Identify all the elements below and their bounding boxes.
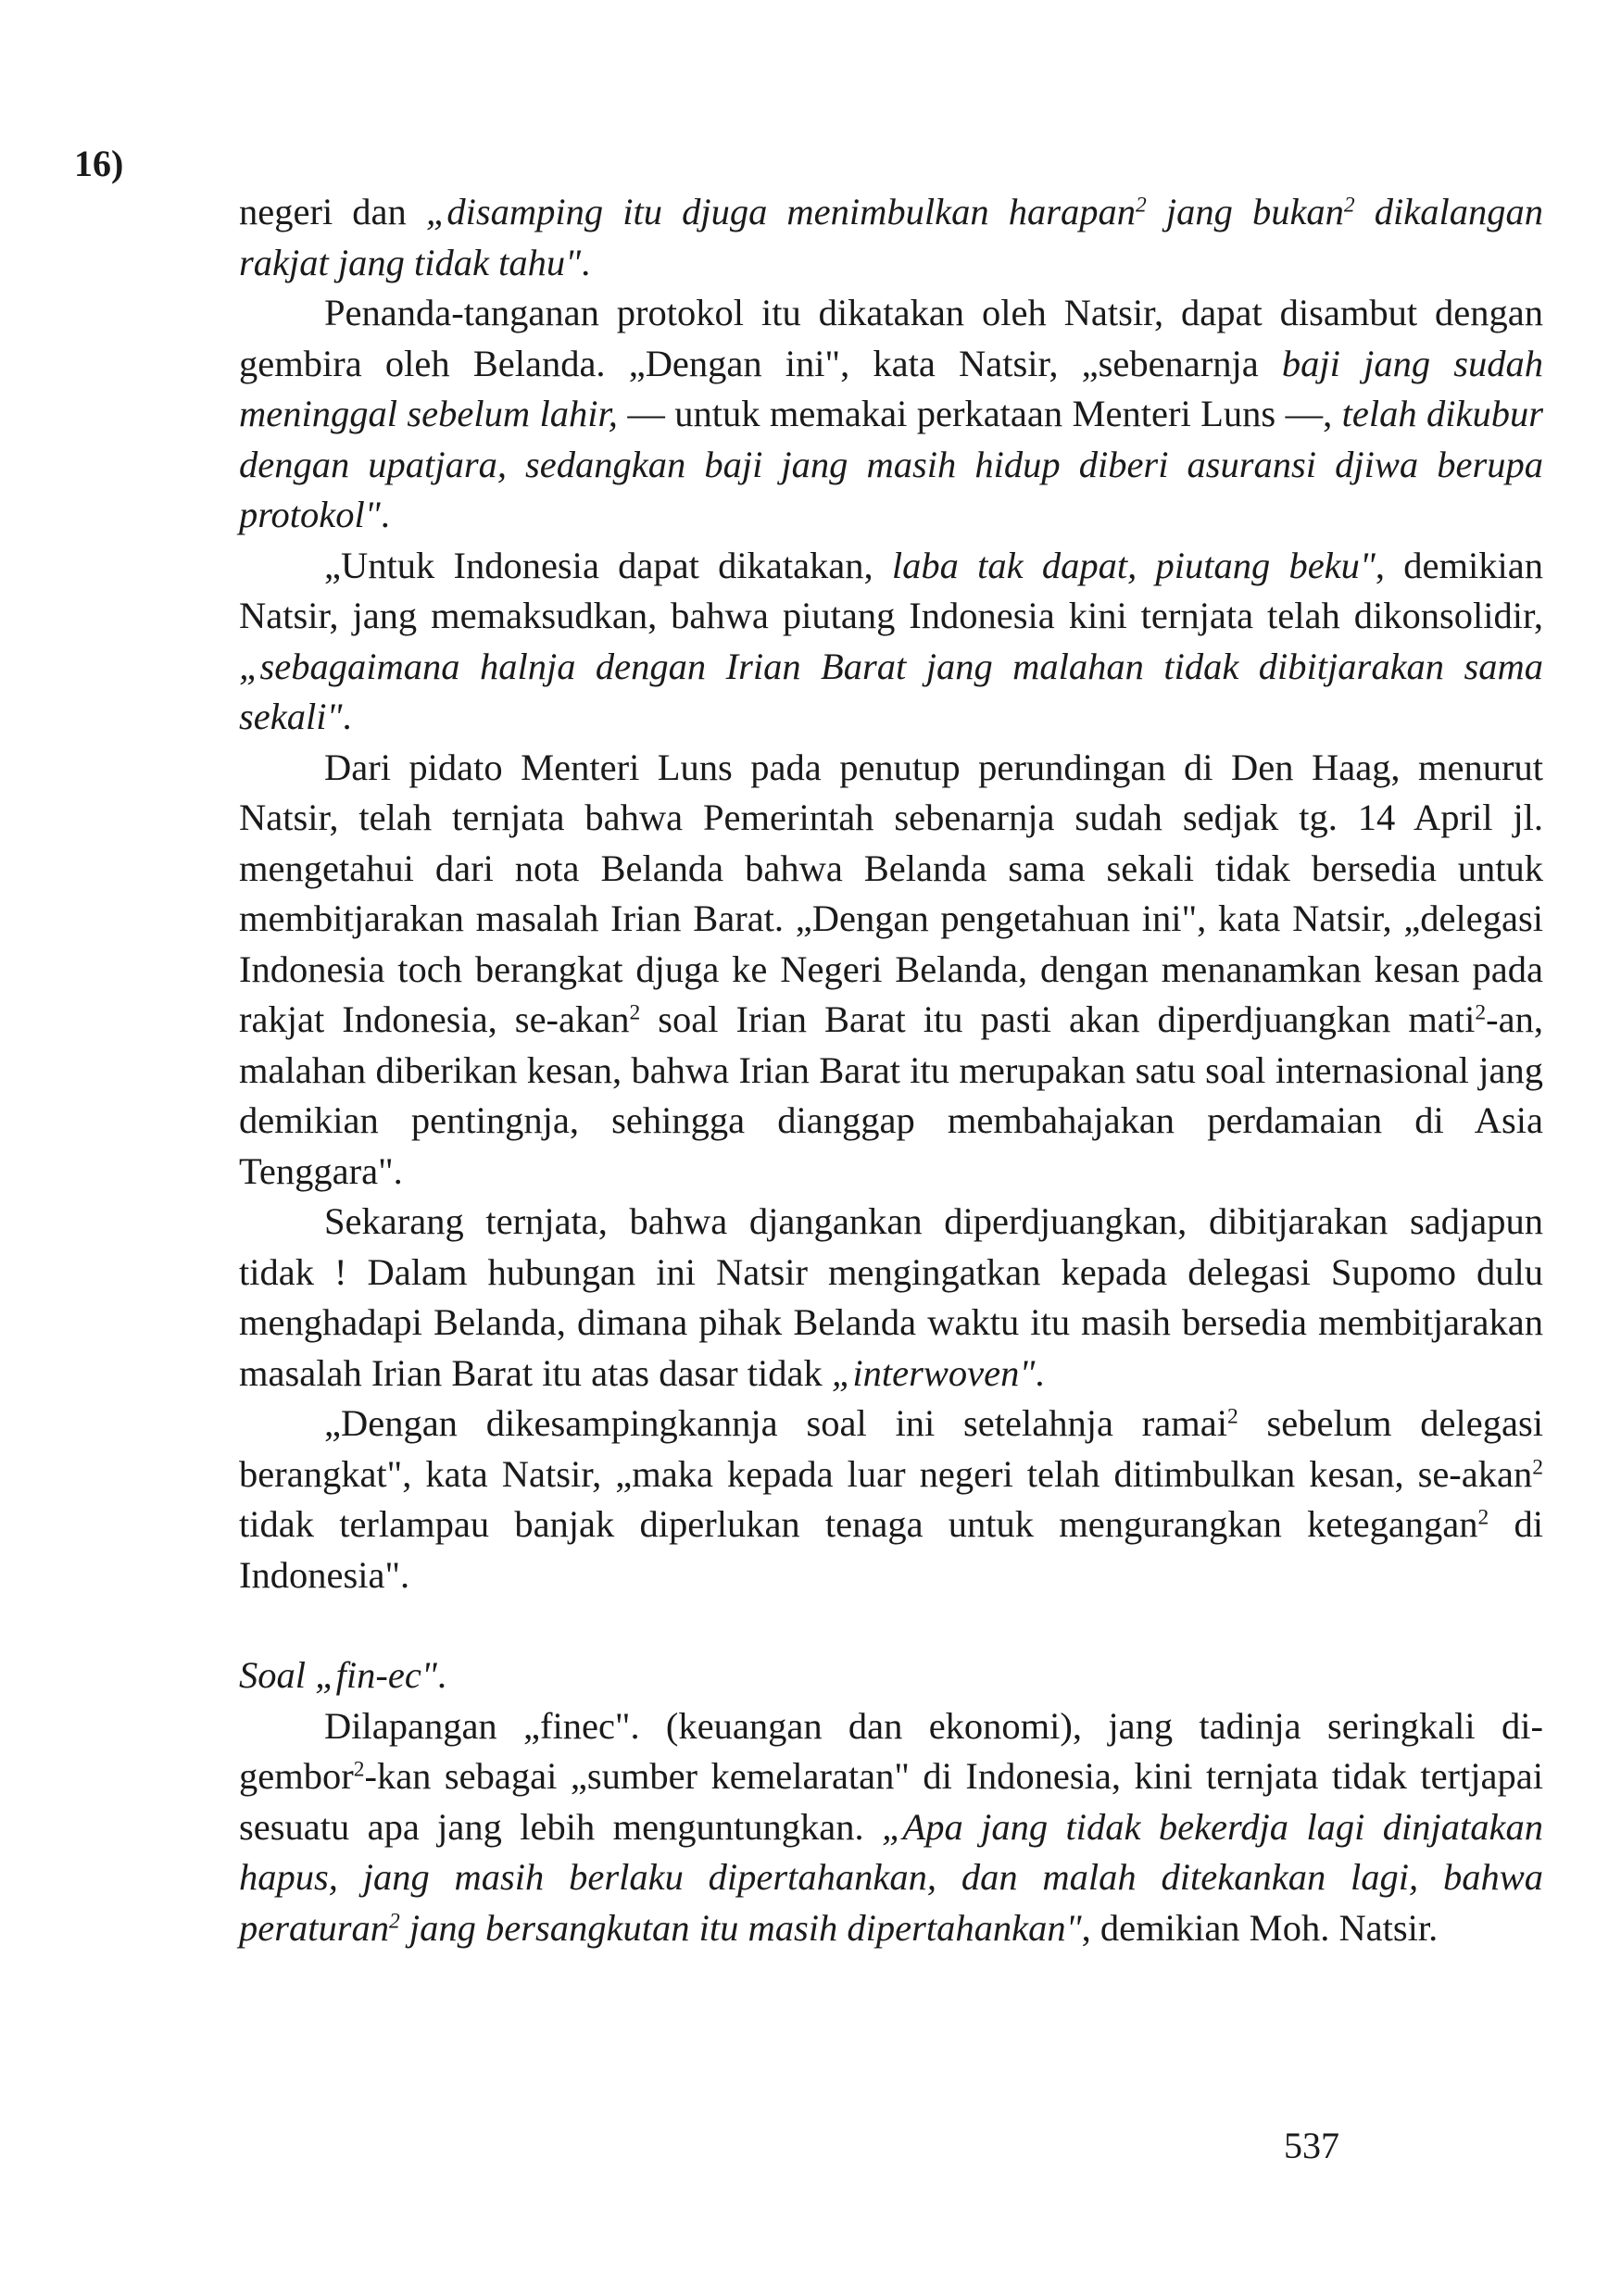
text-run: . (342, 696, 352, 737)
text-run: di Indonesia". (239, 1503, 1543, 1596)
text-run: sebelum delegasi berangkat", kata Natsir, „maka kepada luar negeri telah ditimbulkan kesan, se-akan (239, 1402, 1543, 1495)
text-run: , demikian Natsir, jang memaksudkan, bahwa piutang Indonesia kini ternjata telah dikonsolidir, (239, 544, 1543, 636)
text-run: . (436, 1654, 446, 1696)
italic-text: baji jang sudah meninggal sebelum lahir, (239, 342, 1543, 434)
superscript: 2 (1343, 193, 1355, 218)
superscript: 2 (1532, 1454, 1543, 1479)
paragraph (239, 1701, 1543, 1954)
superscript: 2 (1136, 193, 1147, 218)
italic-text: dikalangan rakjat jang tidak tahu" (239, 191, 1543, 283)
text-run: — untuk memakai perkataan Menteri Luns —, (617, 393, 1342, 434)
italic-text: Soal „fin-ec" (239, 1654, 437, 1696)
italic-text: „interwoven" (831, 1351, 1036, 1394)
italic-text: laba tak dapat, piutang beku" (891, 544, 1376, 586)
superscript: 2 (1475, 1000, 1487, 1025)
body-text (239, 187, 1543, 1953)
text-run: soal Irian Barat itu pasti akan diperdjuangkan mati (640, 998, 1476, 1040)
text-run: , demikian Moh. Natsir. (1081, 1906, 1439, 1949)
text-run: „Dengan dikesampingkannja soal ini setelahnja ramai (324, 1402, 1227, 1444)
text-run: Dilapangan „finec". (keuangan dan ekonomi), jang tadinja seringkali di-gembor (239, 1704, 1543, 1797)
text-run: Penanda-tanganan protokol itu dikatakan oleh Natsir, dapat disambut dengan gembira oleh Belanda. „Dengan ini", kata Natsir, „sebenarnja (239, 292, 1543, 384)
superscript: 2 (1226, 1404, 1238, 1429)
section-heading (239, 1650, 1543, 1701)
footnote-number: 16) (74, 143, 124, 184)
superscript: 2 (629, 1000, 641, 1025)
italic-text: jang bukan (1146, 191, 1344, 232)
italic-text: „sebagaimana halnja dengan Irian Barat jang malahan tidak dibitjarakan sama sekali" (239, 645, 1543, 737)
superscript: 2 (353, 1757, 365, 1782)
text-run: -kan sebagai „sumber kemelaratan" di Indonesia, kini ternjata tidak tertjapai sesuatu apa jang lebih menguntungkan. (239, 1755, 1543, 1848)
text-run: . (581, 241, 591, 283)
paragraph (239, 288, 1543, 541)
italic-text: „disamping itu djuga menimbulkan harapan (425, 191, 1136, 232)
italic-text: jang bersangkutan itu masih dipertahankan" (399, 1906, 1082, 1949)
paragraph (239, 1197, 1543, 1399)
text-run: . (380, 494, 390, 535)
italic-text: „Apa jang tidak bekerdja lagi dinjatakan hapus, jang masih berlaku dipertahankan, dan malah ditekankan lagi, bahwa peraturan (239, 1805, 1544, 1949)
superscript: 2 (1477, 1505, 1489, 1530)
text-run: -an, malahan diberikan kesan, bahwa Irian Barat itu merupakan satu soal internasional jang demikian pentingnja, sehingga dianggap membahajakan perdamaian di Asia Tenggara". (239, 998, 1543, 1192)
text-run: tidak terlampau banjak diperlukan tenaga untuk mengurangkan ketegangan (239, 1503, 1478, 1545)
text-run: . (1035, 1351, 1045, 1394)
paragraph (239, 541, 1543, 743)
paragraph (239, 187, 1543, 288)
text-run: „Untuk Indonesia dapat dikatakan, (324, 544, 892, 586)
page-number: 537 (1284, 2125, 1339, 2166)
superscript: 2 (389, 1908, 400, 1933)
text-run: Sekarang ternjata, bahwa djangankan diperdjuangkan, dibitjarakan sadjapun tidak ! Dalam hubungan ini Natsir mengingatkan kepada delegasi Supomo dulu menghadapi Belanda, dimana pihak Belanda waktu itu masih bersedia membitjarakan masalah Irian Barat itu atas dasar tidak (239, 1200, 1543, 1394)
text-run: negeri dan (239, 191, 426, 232)
paragraph (239, 1399, 1543, 1600)
text-run: Dari pidato Menteri Luns pada penutup perundingan di Den Haag, menurut Natsir, telah ternjata bahwa Pemerintah sebenarnja sudah sedjak tg. 14 April jl. mengetahui dari nota Belanda bahwa Belanda sama sekali tidak bersedia untuk membitjarakan masalah Irian Barat. „Dengan pengetahuan ini", kata Natsir, „delegasi Indonesia toch berangkat djuga ke Negeri Belanda, dengan menanamkan kesan pada rakjat Indonesia, se-akan (239, 746, 1543, 1040)
italic-text: telah dikubur dengan upatjara, sedangkan baji jang masih hidup diberi asuransi djiwa berupa protokol" (239, 393, 1543, 535)
paragraph (239, 743, 1543, 1198)
